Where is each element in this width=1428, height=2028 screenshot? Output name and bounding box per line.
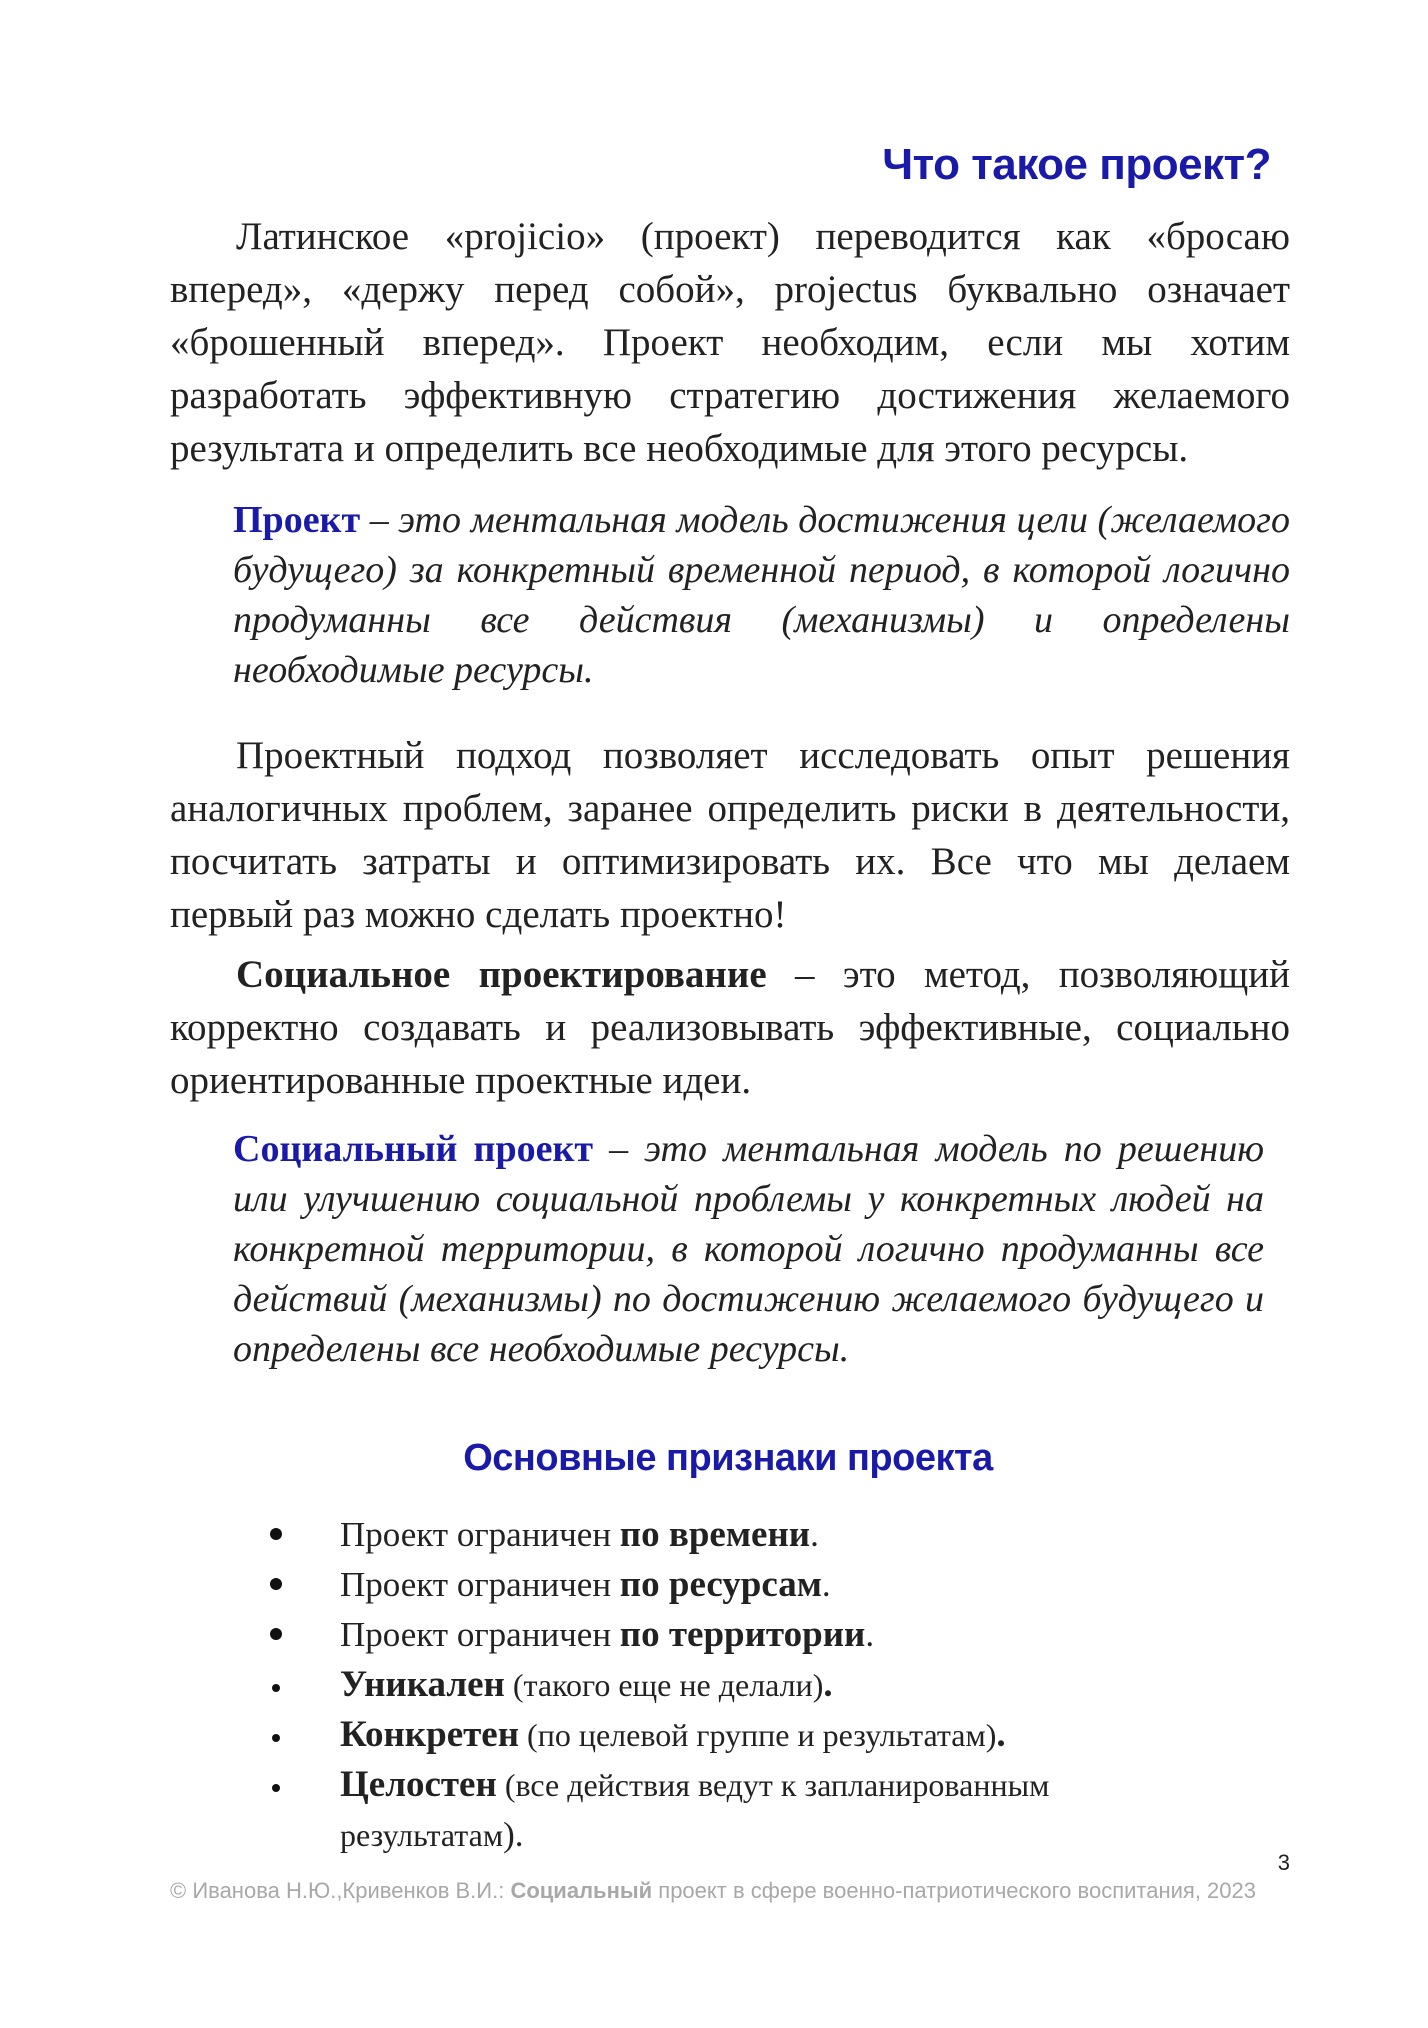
feature-text: Проект ограничен — [340, 1615, 620, 1654]
definition-term: Социальный проект — [233, 1128, 594, 1170]
page-heading: Что такое проект? — [882, 140, 1271, 189]
feature-note: (все действия ведут к запланированным результатам — [340, 1767, 1050, 1853]
social-design-text: – это метод, позволяющий корректно создавать и реализовывать эффективные, социально ориентированные проектные идеи. — [170, 953, 1290, 1102]
feature-strong: по территории — [619, 1614, 866, 1655]
definition-term: Проект — [233, 499, 361, 541]
list-item — [0, 1660, 1140, 1710]
page-number: 3 — [1277, 1850, 1290, 1875]
feature-end: . — [823, 1664, 833, 1705]
definition-text: это ментальная модель достижения цели (желаемого будущего) за конкретный временной период, в которой логично продуманны все действия (механизмы) и определены необходимые ресурсы. — [233, 499, 1291, 691]
list-item — [0, 1510, 1140, 1560]
bullet-icon — [270, 1528, 282, 1540]
list-item — [0, 1610, 1140, 1660]
social-design-paragraph — [170, 948, 1290, 1107]
bullet-icon — [272, 1684, 280, 1692]
list-item — [0, 1560, 1140, 1610]
feature-lead: Уникален — [340, 1664, 505, 1705]
feature-text: Проект ограничен — [340, 1565, 620, 1604]
feature-lead: Конкретен — [340, 1714, 520, 1755]
feature-note: (такого еще не делали) — [504, 1667, 824, 1703]
page-footer — [170, 1878, 1256, 1904]
definition-text: это ментальная модель по решению или улучшению социальной проблемы у конкретных людей на конкретной территории, в которой логично продуманны все действий (механизмы) по достижению желаемого будущего и определены все необходимые ресурсы. — [233, 1128, 1264, 1370]
approach-paragraph: Проектный подход позволяет исследовать опыт решения аналогичных проблем, заранее определить риски в деятельности, посчитать затраты и оптимизировать их. Все что мы делаем первый раз можно сделать проектно! — [170, 734, 1290, 936]
definition-dash: – — [360, 499, 399, 541]
features-heading: Основные признаки проекта — [463, 1437, 993, 1479]
features-list — [0, 1510, 1428, 1860]
feature-end: ). — [503, 1815, 524, 1854]
bullet-icon — [270, 1578, 282, 1590]
footer-title-bold: Социальный — [510, 1878, 653, 1903]
list-item — [0, 1710, 1140, 1760]
list-item — [0, 1760, 1140, 1860]
bullet-icon — [270, 1628, 282, 1640]
bullet-icon — [272, 1784, 280, 1792]
feature-end: . — [810, 1515, 819, 1554]
feature-strong: по времени — [619, 1514, 811, 1555]
social-design-term: Социальное проектирование — [236, 953, 767, 996]
project-definition — [233, 495, 1290, 695]
bullet-icon — [272, 1734, 280, 1742]
footer-authors: © Иванова Н.Ю.,Кривенков В.И.: — [170, 1878, 511, 1903]
definition-dash: – — [593, 1128, 645, 1170]
feature-strong: по ресурсам — [619, 1564, 822, 1605]
intro-paragraph: Латинское «projicio» (проект) переводится как «бросаю вперед», «держу перед собой», projectus буквально означает «брошенный вперед». Проект необходим, если мы хотим разработать эффективную стратегию достижения желаемого результата и определить все необходимые для этого ресурсы. — [170, 215, 1290, 470]
feature-lead: Целостен — [340, 1764, 497, 1805]
feature-text: Проект ограничен — [340, 1515, 620, 1554]
feature-end: . — [865, 1615, 875, 1654]
social-project-definition — [233, 1124, 1264, 1374]
feature-note: (по целевой группе и результатам) — [519, 1717, 997, 1753]
feature-end: . — [996, 1714, 1006, 1755]
feature-end: . — [821, 1565, 831, 1604]
footer-title-rest: проект в сфере военно-патриотического воспитания, 2023 — [652, 1878, 1256, 1903]
